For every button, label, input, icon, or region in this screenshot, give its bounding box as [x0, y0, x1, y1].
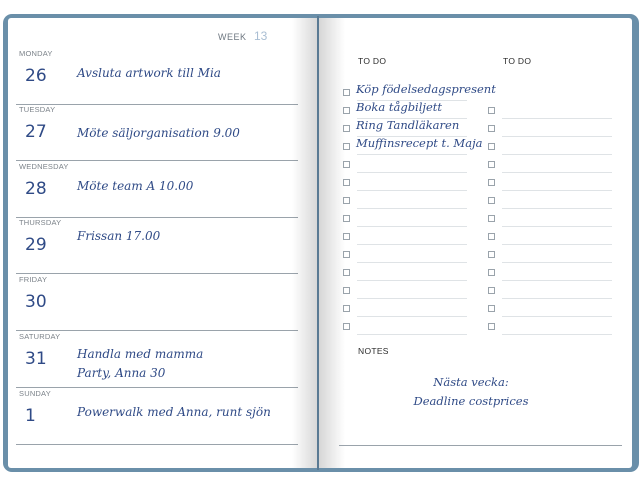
day-entry[interactable]: Powerwalk med Anna, runt sjön — [77, 405, 271, 419]
todo-checkbox[interactable] — [488, 179, 495, 186]
todo-checkbox[interactable] — [343, 251, 350, 258]
todo-checkbox[interactable] — [343, 89, 350, 96]
todo-checkbox[interactable] — [343, 107, 350, 114]
day-name: WEDNESDAY — [19, 162, 69, 171]
todo-line — [502, 208, 612, 209]
day-row — [8, 331, 298, 388]
todo-item — [337, 318, 482, 336]
todo-item — [482, 210, 627, 228]
todo-item — [482, 102, 627, 120]
day-entry[interactable]: Avsluta artwork till Mia — [77, 66, 221, 80]
todo-line — [502, 226, 612, 227]
todo-item — [337, 174, 482, 192]
day-entry[interactable]: Möte säljorganisation 9.00 — [77, 126, 240, 140]
todo-item — [337, 228, 482, 246]
notes-text: Deadline costprices — [413, 394, 529, 408]
todo-item — [337, 192, 482, 210]
todo-line — [502, 262, 612, 263]
day-name: SATURDAY — [19, 332, 61, 341]
todo-checkbox[interactable] — [488, 215, 495, 222]
todo-item — [337, 156, 482, 174]
day-row — [8, 274, 298, 331]
todo-item — [337, 138, 482, 156]
todo-line — [357, 298, 467, 299]
todo-line — [502, 190, 612, 191]
notes-rule — [339, 445, 622, 446]
todo-checkbox[interactable] — [488, 143, 495, 150]
todo-line — [502, 244, 612, 245]
todo-line — [502, 316, 612, 317]
day-row — [8, 104, 298, 161]
day-date: 31 — [25, 349, 47, 369]
day-name: THURSDAY — [19, 218, 62, 227]
todo-item — [482, 174, 627, 192]
week-number: 13 — [254, 29, 268, 43]
day-entry[interactable]: Party, Anna 30 — [77, 366, 166, 380]
todo-list-right — [482, 102, 627, 336]
todo-item — [337, 210, 482, 228]
todo-checkbox[interactable] — [343, 161, 350, 168]
todo-item — [482, 120, 627, 138]
day-row — [8, 48, 298, 105]
todo-item — [482, 246, 627, 264]
todo-item — [337, 264, 482, 282]
todo-checkbox[interactable] — [343, 197, 350, 204]
todo-line — [357, 244, 467, 245]
day-row — [8, 217, 298, 274]
day-name: FRIDAY — [19, 275, 48, 284]
todo-line — [357, 172, 467, 173]
day-date: 1 — [25, 406, 36, 426]
todo-line — [502, 136, 612, 137]
todo-line — [502, 154, 612, 155]
todo-item — [482, 300, 627, 318]
todo-item — [337, 282, 482, 300]
left-page — [8, 18, 318, 468]
todo-list-left — [337, 82, 496, 336]
day-date: 29 — [25, 235, 47, 255]
todo-line — [357, 226, 467, 227]
todo-line — [357, 316, 467, 317]
day-name: MONDAY — [19, 49, 53, 58]
todo-checkbox[interactable] — [488, 161, 495, 168]
todo-checkbox[interactable] — [488, 251, 495, 258]
todo-item — [482, 138, 627, 156]
todo-text[interactable]: Ring Tandläkaren — [356, 118, 460, 132]
todo-checkbox[interactable] — [343, 269, 350, 276]
todo-line — [357, 262, 467, 263]
day-date: 30 — [25, 292, 47, 312]
day-entry[interactable]: Frissan 17.00 — [77, 229, 161, 243]
todo-checkbox[interactable] — [343, 233, 350, 240]
todo-checkbox[interactable] — [488, 233, 495, 240]
todo-line — [357, 190, 467, 191]
todo-checkbox[interactable] — [488, 197, 495, 204]
notes-header: NOTES — [358, 346, 389, 356]
todo-checkbox[interactable] — [488, 305, 495, 312]
day-row — [8, 161, 298, 218]
todo-checkbox[interactable] — [488, 107, 495, 114]
todo-header-left: TO DO — [358, 56, 387, 66]
day-name: SUNDAY — [19, 389, 51, 398]
todo-item — [482, 282, 627, 300]
todo-line — [357, 280, 467, 281]
todo-line — [502, 298, 612, 299]
todo-text[interactable]: Muffinsrecept t. Maja — [356, 136, 483, 150]
todo-item — [337, 246, 482, 264]
day-entry[interactable]: Möte team A 10.00 — [77, 179, 194, 193]
todo-checkbox[interactable] — [488, 323, 495, 330]
todo-item — [482, 264, 627, 282]
todo-item — [482, 318, 627, 336]
todo-item — [482, 228, 627, 246]
todo-checkbox[interactable] — [343, 179, 350, 186]
todo-checkbox[interactable] — [343, 125, 350, 132]
todo-checkbox[interactable] — [488, 269, 495, 276]
todo-line — [357, 154, 467, 155]
todo-line — [357, 208, 467, 209]
todo-text[interactable]: Boka tågbiljett — [356, 100, 443, 114]
todo-line — [502, 334, 612, 335]
todo-checkbox[interactable] — [343, 215, 350, 222]
todo-line — [502, 280, 612, 281]
day-divider — [16, 444, 298, 445]
todo-checkbox[interactable] — [488, 125, 495, 132]
day-name: TUESDAY — [19, 105, 56, 114]
todo-line — [357, 334, 467, 335]
todo-item — [482, 156, 627, 174]
todo-checkbox[interactable] — [488, 287, 495, 294]
day-date: 26 — [25, 66, 47, 86]
todo-header-right: TO DO — [503, 56, 532, 66]
todo-text[interactable]: Köp födelsedagspresent — [356, 82, 496, 96]
day-date: 27 — [25, 122, 47, 142]
todo-item — [482, 192, 627, 210]
notes-text: Nästa vecka: — [433, 375, 509, 389]
right-page — [319, 18, 632, 468]
todo-checkbox[interactable] — [343, 323, 350, 330]
todo-checkbox[interactable] — [343, 305, 350, 312]
todo-item — [337, 300, 482, 318]
day-row — [8, 388, 298, 445]
day-date: 28 — [25, 179, 47, 199]
todo-checkbox[interactable] — [343, 143, 350, 150]
week-label: WEEK — [218, 32, 247, 42]
todo-line — [502, 172, 612, 173]
todo-line — [502, 118, 612, 119]
day-entry[interactable]: Handla med mamma — [77, 347, 204, 361]
todo-checkbox[interactable] — [343, 287, 350, 294]
